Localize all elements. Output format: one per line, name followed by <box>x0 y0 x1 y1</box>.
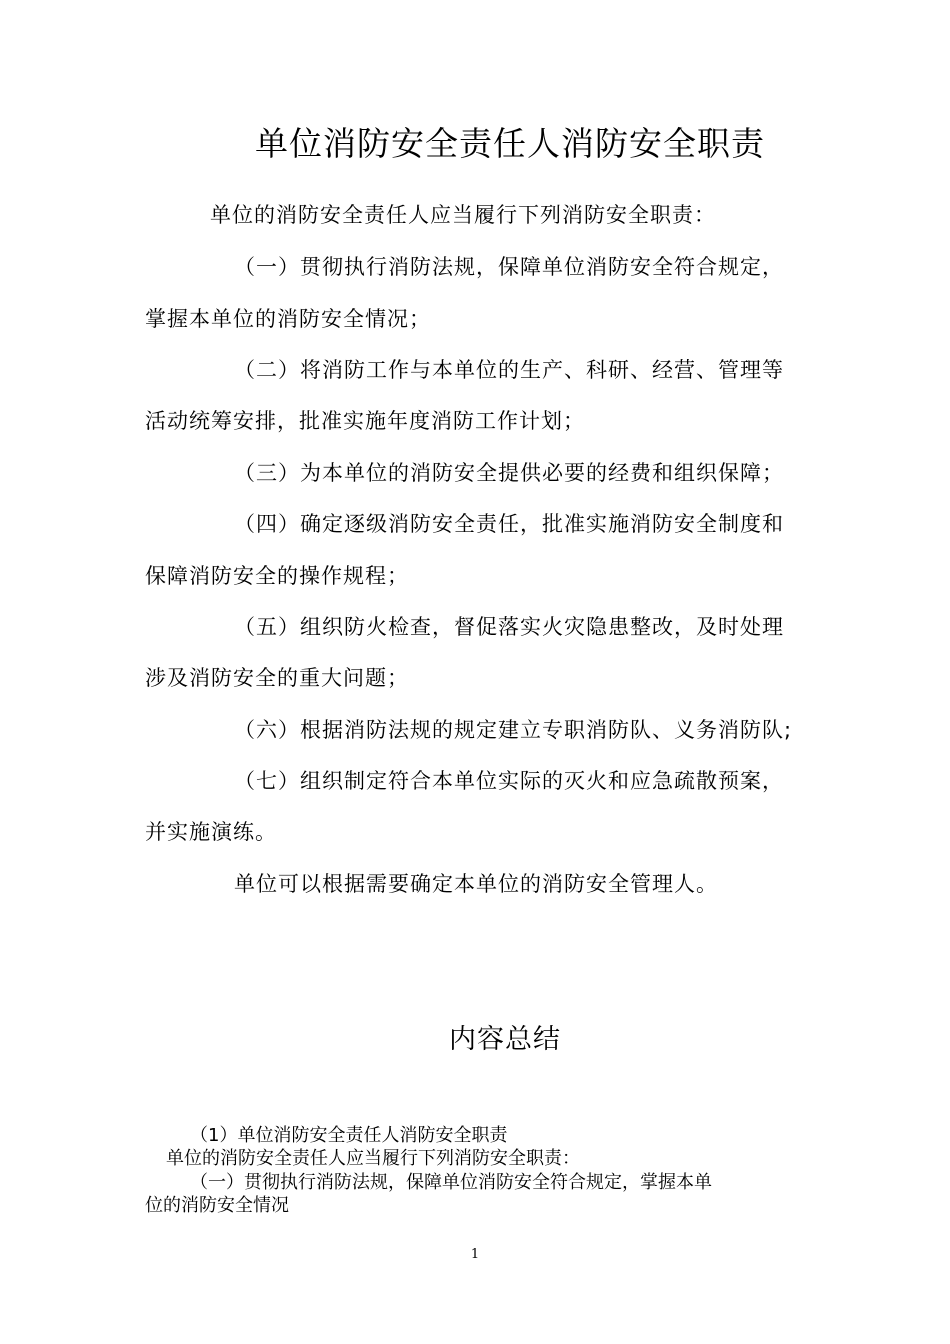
summary-line-3: （一）贯彻执行消防法规，保障单位消防安全符合规定，掌握本单 <box>190 1172 712 1193</box>
item-6-line-1: （六）根据消防法规的规定建立专职消防队、义务消防队; <box>234 718 793 742</box>
item-5-line-2: 涉及消防安全的重大问题； <box>145 666 409 690</box>
summary-line-2: 单位的消防安全责任人应当履行下列消防安全职责： <box>166 1148 580 1169</box>
summary-heading: 内容总结 <box>449 1024 561 1055</box>
item-7-line-2: 并实施演练。 <box>145 820 277 844</box>
item-2-line-1: （二）将消防工作与本单位的生产、科研、经营、管理等 <box>234 358 784 382</box>
summary-line-1: （1）单位消防安全责任人消防安全职责 <box>190 1125 508 1146</box>
item-4-line-2: 保障消防安全的操作规程； <box>145 564 409 588</box>
intro-paragraph: 单位的消防安全责任人应当履行下列消防安全职责： <box>210 203 716 227</box>
summary-line-4: 位的消防安全情况 <box>145 1195 289 1216</box>
page-number: 1 <box>470 1247 480 1262</box>
document-title: 单位消防安全责任人消防安全职责 <box>255 124 765 163</box>
item-1-line-1: （一）贯彻执行消防法规，保障单位消防安全符合规定， <box>234 255 784 279</box>
item-1-line-2: 掌握本单位的消防安全情况； <box>145 307 431 331</box>
closing-paragraph: 单位可以根据需要确定本单位的消防安全管理人。 <box>234 872 718 896</box>
item-5-line-1: （五）组织防火检查，督促落实火灾隐患整改，及时处理 <box>234 615 784 639</box>
item-7-line-1: （七）组织制定符合本单位实际的灭火和应急疏散预案， <box>234 769 784 793</box>
item-4-line-1: （四）确定逐级消防安全责任，批准实施消防安全制度和 <box>234 512 784 536</box>
item-2-line-2: 活动统筹安排，批准实施年度消防工作计划； <box>145 409 585 433</box>
item-3-line-1: （三）为本单位的消防安全提供必要的经费和组织保障； <box>234 461 784 485</box>
